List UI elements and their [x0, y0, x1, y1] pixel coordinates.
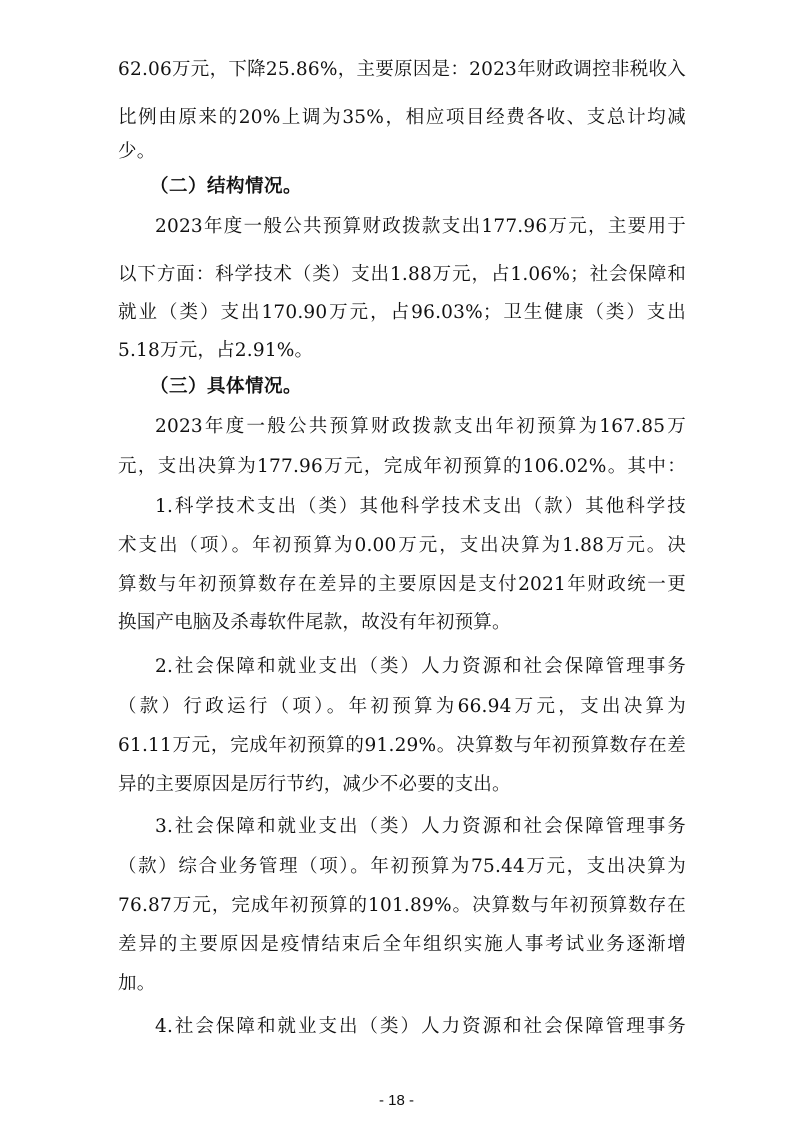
text-line: 加。	[118, 973, 156, 994]
text-line: 以下方面：科学技术（类）支出1.88万元，占1.06%；社会保障和	[118, 264, 686, 285]
section-heading-structure: （二）结构情况。	[150, 176, 303, 197]
text-line: 差异的主要原因是疫情结束后全年组织实施人事考试业务逐渐增	[118, 934, 686, 955]
section-heading-details: （三）具体情况。	[150, 376, 303, 397]
text-line: 术支出（项）。年初预算为0.00万元，支出决算为1.88万元。决	[118, 535, 686, 556]
text-line: 算数与年初预算数存在差异的主要原因是支付2021年财政统一更	[118, 574, 686, 595]
text-line: 61.11万元，完成年初预算的91.29%。决算数与年初预算数存在差	[118, 735, 686, 756]
text-line: 就业（类）支出170.90万元，占96.03%；卫生健康（类）支出	[118, 302, 686, 323]
list-item-3-line: 3.社会保障和就业支出（类）人力资源和社会保障管理事务	[155, 816, 686, 837]
text-line: 比例由原来的20%上调为35%，相应项目经费各收、支总计均减	[118, 107, 686, 128]
text-line: 换国产电脑及杀毒软件尾款，故没有年初预算。	[118, 612, 511, 633]
text-line: （款）行政运行（项）。年初预算为66.94万元，支出决算为	[118, 696, 686, 717]
text-line: 5.18万元，占2.91%。	[118, 340, 314, 361]
list-item-4-line: 4.社会保障和就业支出（类）人力资源和社会保障管理事务	[155, 1016, 686, 1037]
text-line: 元，支出决算为177.96万元，完成年初预算的106.02%。其中：	[118, 456, 686, 477]
list-item-2-line: 2.社会保障和就业支出（类）人力资源和社会保障管理事务	[155, 656, 686, 677]
list-item-1-line: 1.科学技术支出（类）其他科学技术支出（款）其他科学技	[155, 496, 686, 517]
text-line: 异的主要原因是厉行节约，减少不必要的支出。	[118, 774, 511, 795]
text-line: （款）综合业务管理（项）。年初预算为75.44万元，支出决算为	[118, 856, 686, 877]
text-line: 2023年度一般公共预算财政拨款支出177.96万元，主要用于	[155, 216, 686, 237]
text-line: 76.87万元，完成年初预算的101.89%。决算数与年初预算数存在	[118, 895, 686, 916]
page-number: - 18 -	[378, 1092, 414, 1109]
text-line: 62.06万元，下降25.86%，主要原因是：2023年财政调控非税收入	[118, 59, 686, 80]
text-line: 少。	[118, 141, 156, 162]
text-line: 2023年度一般公共预算财政拨款支出年初预算为167.85万	[155, 416, 686, 437]
